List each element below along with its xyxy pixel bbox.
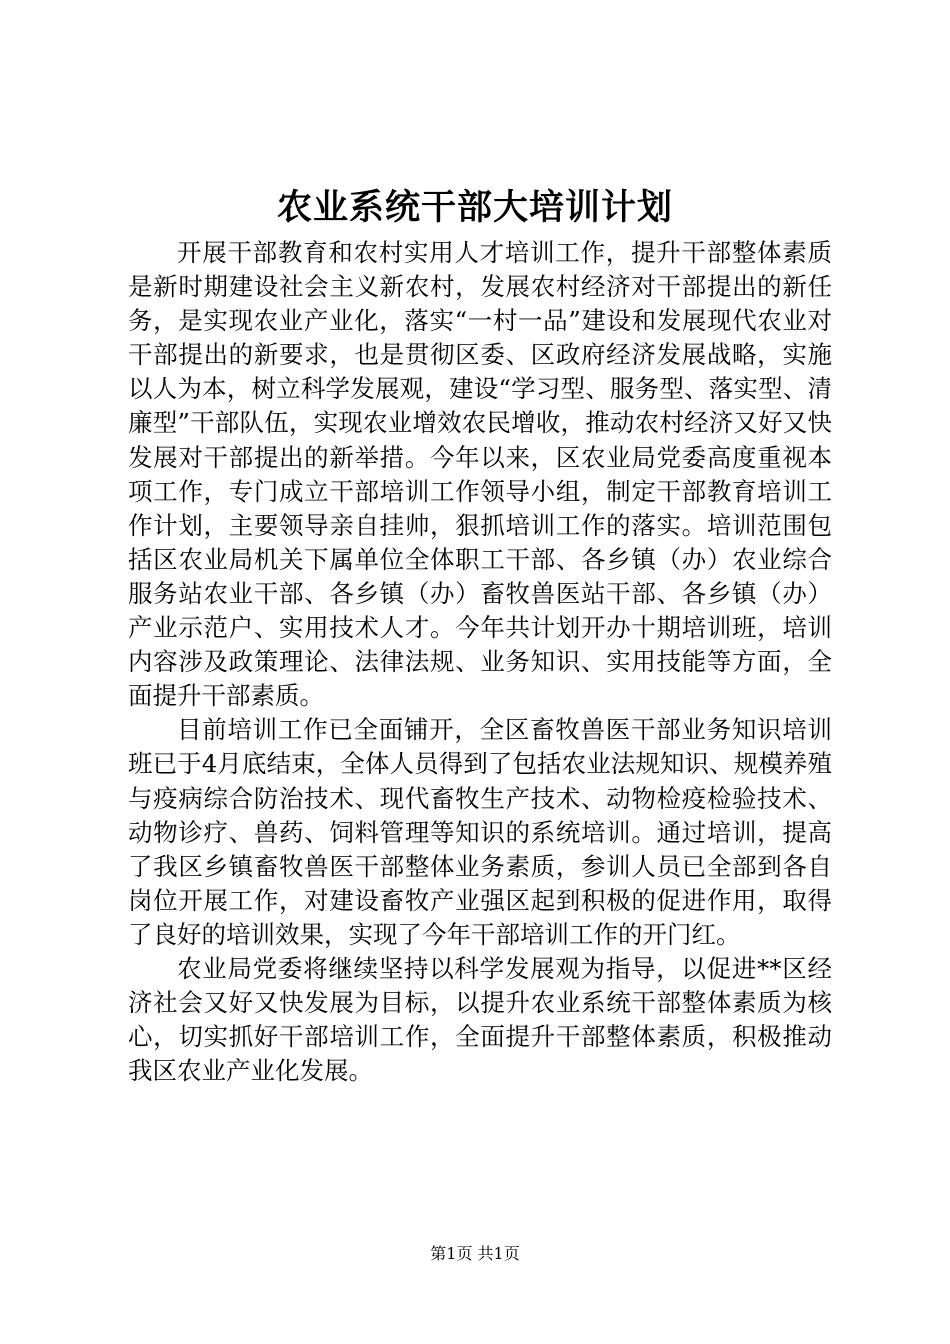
document-title: 农业系统干部大培训计划 bbox=[276, 187, 673, 228]
paragraph-1: 开展干部教育和农村实用人才培训工作，提升干部整体素质是新时期建设社会主义新农村，发展农村经济对干部提出的新任务，是实现农业产业化，落实“一村一品”建设和发展现代农业对干部提出的新要求，也是贯彻区委、区政府经济发展战略，实施以人为本，树立科学发展观，建设“学习型、服务型、落实型、清廉型”干部队伍，实现农业增效农民增收，推动农村经济又好又快发展对干部提出的新举措。今年以来，区农业局党委高度重视本项工作，专门成立干部培训工作领导小组，制定干部教育培训工作计划，主要领导亲自挂帅，狠抓培训工作的落实。培训范围包括区农业局机关下属单位全体职工干部、各乡镇（办）农业综合服务站农业干部、各乡镇（办）畜牧兽医站干部、各乡镇（办）产业示范户、实用技术人才。今年共计划开办十期培训班，培训内容涉及政策理论、法律法规、业务知识、实用技能等方面，全面提升干部素质。 bbox=[128, 238, 832, 711]
document-body bbox=[128, 236, 832, 1088]
paragraph-3: 农业局党委将继续坚持以科学发展观为指导，以促进**区经济社会又好又快发展为目标，以提升农业系统干部整体素质为核心，切实抓好干部培训工作，全面提升干部整体素质，积极推动我区农业产业化发展。 bbox=[128, 953, 832, 1086]
page-number-footer: 第1页 共1页 bbox=[430, 1244, 520, 1263]
paragraph-2: 目前培训工作已全面铺开，全区畜牧兽医干部业务知识培训班已于4月底结束，全体人员得到了包括农业法规知识、规模养殖与疫病综合防治技术、现代畜牧生产技术、动物检疫检验技术、动物诊疗、兽药、饲料管理等知识的系统培训。通过培训，提高了我区乡镇畜牧兽医干部整体业务素质，参训人员已全部到各自岗位开展工作，对建设畜牧产业强区起到积极的促进作用，取得了良好的培训效果，实现了今年干部培训工作的开门红。 bbox=[128, 715, 832, 949]
